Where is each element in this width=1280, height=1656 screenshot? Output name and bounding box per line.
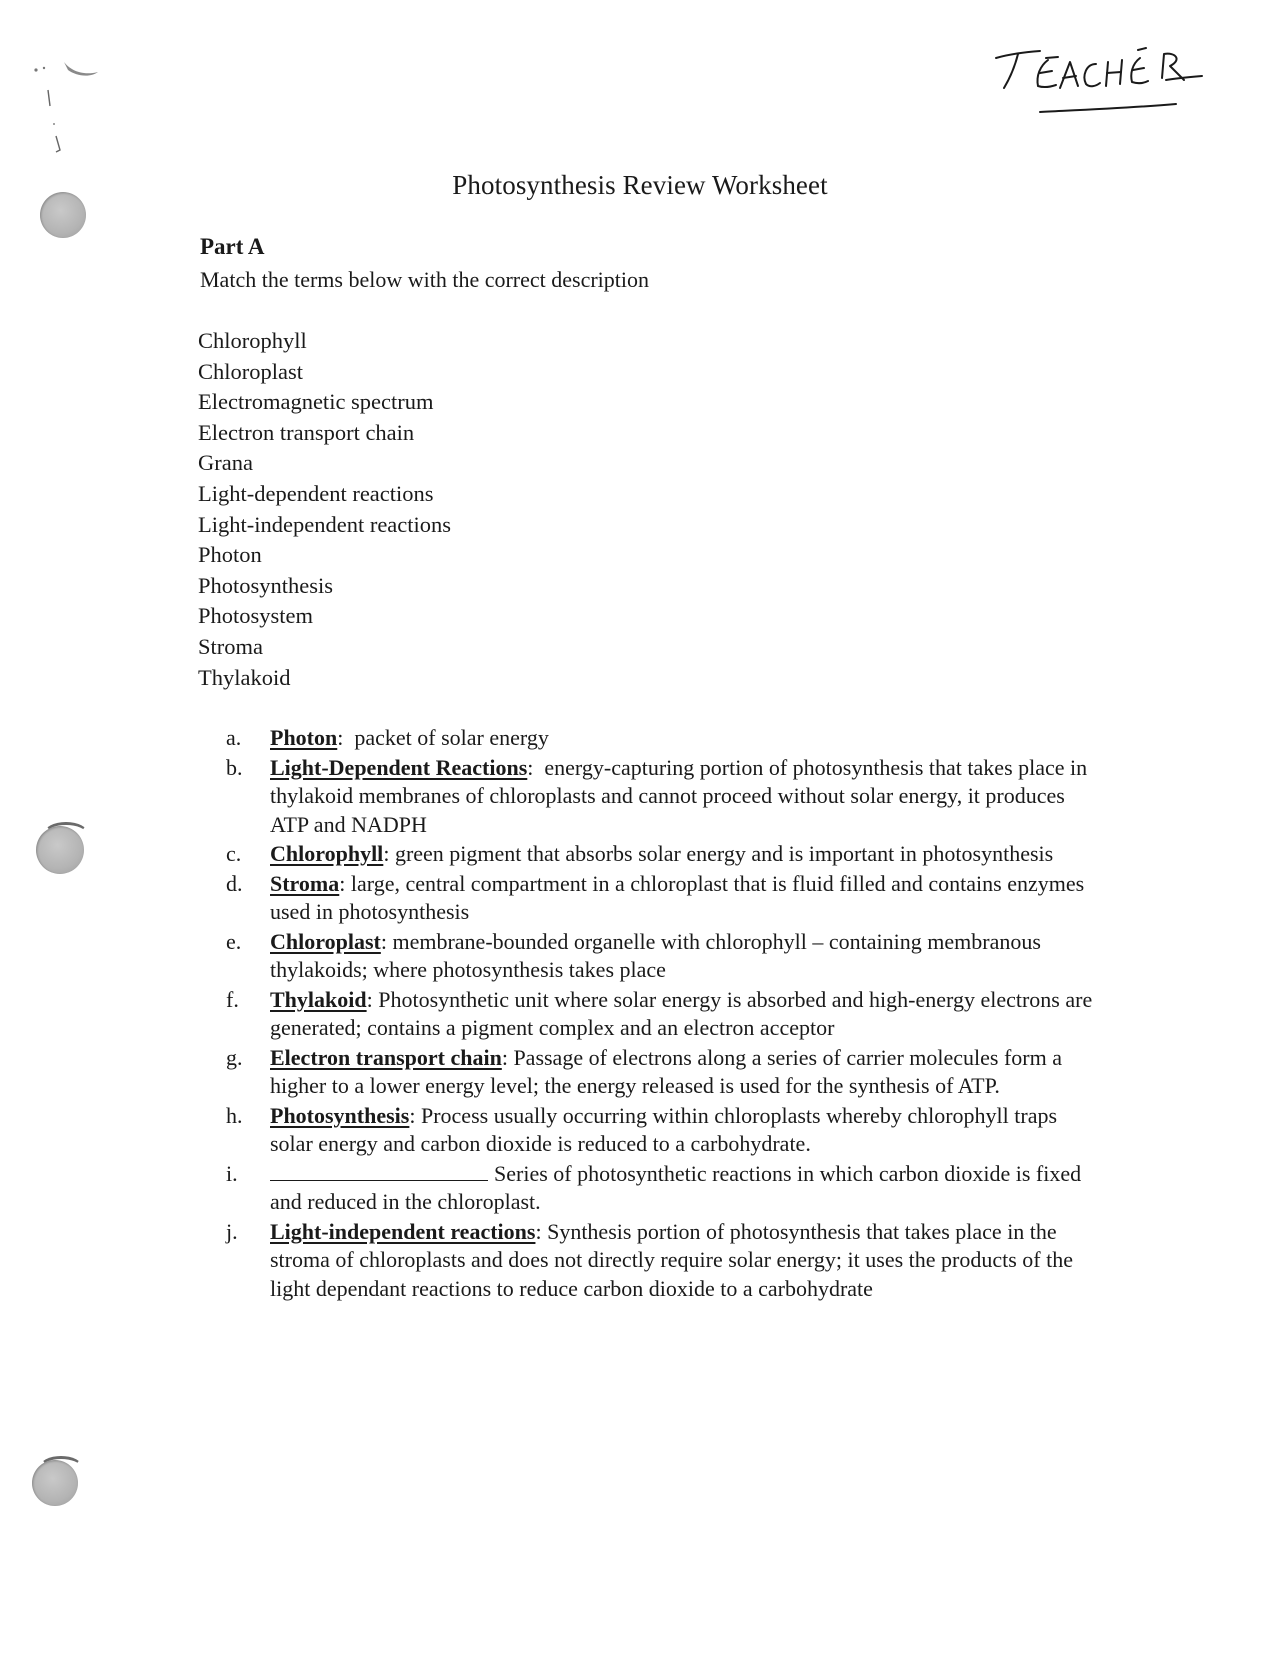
answer-term: Electron transport chain bbox=[270, 1044, 502, 1070]
answer-term: Photon bbox=[270, 725, 338, 750]
binder-hole bbox=[36, 826, 84, 874]
part-a-instructions: Match the terms below with the correct description bbox=[200, 267, 650, 292]
answer-letter: g. bbox=[226, 1044, 243, 1070]
term-item: Chlorophyll bbox=[198, 328, 307, 353]
answer-letter: h. bbox=[226, 1102, 243, 1128]
answer-letter: d. bbox=[226, 870, 243, 896]
answer-description: Process usually occurring within chloroplasts whereby chlorophyll traps solar energy and carbon dioxide is reduced to a carbohydrate. bbox=[270, 1102, 1058, 1156]
answer-description: Series of photosynthetic reactions in which carbon dioxide is fixed and reduced in the chloroplast. bbox=[270, 1160, 1082, 1214]
answer-term: Light-independent reactions bbox=[270, 1218, 536, 1244]
answer-separator: : bbox=[535, 1218, 548, 1244]
binder-hole bbox=[32, 1460, 78, 1506]
answer-separator: : bbox=[366, 986, 379, 1012]
answer-description: large, central compartment in a chloroplast that is fluid filled and contains enzymes used in photosynthesis bbox=[270, 870, 1085, 924]
answer-description: energy-capturing portion of photosynthesis that takes place in thylakoid membranes of chloroplasts and cannot proceed without solar energy, it produces ATP and NADPH bbox=[270, 754, 1088, 837]
answer-letter: c. bbox=[226, 841, 242, 866]
answer-term: Light-Dependent Reactions bbox=[270, 754, 528, 780]
teacher-handwriting bbox=[990, 36, 1220, 126]
answer-description: membrane-bounded organelle with chlorophyll – containing membranous thylakoids; where photosynthesis takes place bbox=[270, 928, 1041, 982]
answer-item bbox=[226, 1218, 1096, 1304]
answer-separator: : bbox=[527, 754, 545, 780]
term-item: Photosystem bbox=[198, 603, 314, 629]
answer-item bbox=[226, 754, 1096, 840]
answer-item bbox=[226, 840, 1096, 869]
answer-list bbox=[226, 724, 1096, 1304]
answer-separator: : bbox=[339, 870, 351, 896]
answer-letter: b. bbox=[226, 754, 243, 780]
answer-blank[interactable] bbox=[270, 1162, 488, 1181]
worksheet-title: Photosynthesis Review Worksheet bbox=[452, 170, 828, 200]
answer-letter: i. bbox=[226, 1160, 238, 1186]
answer-item bbox=[226, 870, 1096, 927]
answer-letter: e. bbox=[226, 928, 242, 954]
answer-separator: : bbox=[409, 1102, 421, 1128]
answer-item bbox=[226, 1160, 1096, 1217]
term-list bbox=[198, 326, 451, 693]
term-item: Light-independent reactions bbox=[198, 511, 452, 537]
answer-separator: : bbox=[337, 725, 355, 750]
answer-item bbox=[226, 1102, 1096, 1159]
answer-term: Chlorophyll bbox=[270, 841, 384, 866]
answer-term: Photosynthesis bbox=[270, 1102, 410, 1128]
answer-letter: a. bbox=[226, 725, 242, 750]
term-item: Electromagnetic spectrum bbox=[198, 389, 434, 415]
term-item: Electron transport chain bbox=[198, 419, 415, 445]
term-item: Photon bbox=[198, 542, 262, 568]
answer-description: Photosynthetic unit where solar energy is absorbed and high-energy electrons are generated; contains a pigment complex and an electron acceptor bbox=[270, 986, 1093, 1040]
answer-description: packet of solar energy bbox=[354, 725, 549, 750]
answer-term: Chloroplast bbox=[270, 928, 381, 954]
term-item: Stroma bbox=[198, 633, 263, 659]
answer-item bbox=[226, 986, 1096, 1043]
answer-description: Synthesis portion of photosynthesis that takes place in the stroma of chloroplasts and does not directly require solar energy; it uses the products of the light dependant reactions to reduce carbon dioxide to a carbohydrate bbox=[270, 1218, 1073, 1301]
term-item: Light-dependent reactions bbox=[198, 480, 434, 506]
answer-separator: : bbox=[501, 1044, 514, 1070]
answer-separator: : bbox=[380, 928, 393, 954]
term-item: Photosynthesis bbox=[198, 572, 334, 598]
term-item: Chloroplast bbox=[198, 358, 303, 384]
part-a-heading: Part A bbox=[200, 234, 265, 259]
answer-separator: : bbox=[383, 841, 395, 866]
answer-term: Stroma bbox=[270, 870, 340, 896]
term-item: Thylakoid bbox=[198, 664, 291, 690]
scan-marks bbox=[20, 40, 120, 160]
answer-item bbox=[226, 928, 1096, 985]
answer-description: Passage of electrons along a series of carrier molecules form a higher to a lower energy level; the energy released is used for the synthesis of ATP. bbox=[270, 1044, 1062, 1098]
answer-item bbox=[226, 1044, 1096, 1101]
answer-letter: j. bbox=[226, 1218, 238, 1244]
answer-term: Thylakoid bbox=[270, 986, 367, 1012]
answer-item bbox=[226, 724, 1096, 753]
term-item: Grana bbox=[198, 450, 253, 476]
answer-letter: f. bbox=[226, 986, 239, 1012]
answer-description: green pigment that absorbs solar energy and is important in photosynthesis bbox=[394, 841, 1054, 866]
